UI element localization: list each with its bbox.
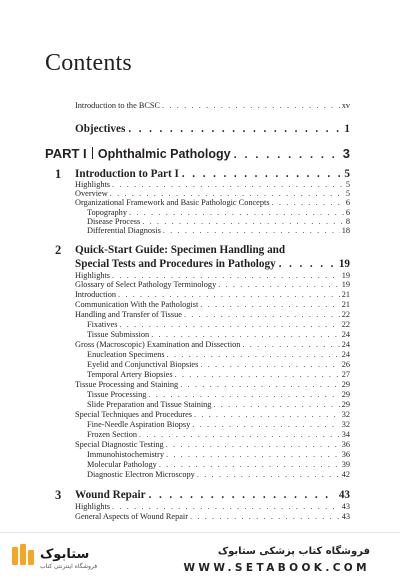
toc-entry-page: 42 [342,470,350,480]
toc-entry[interactable] [75,300,350,310]
toc-entry-objectives[interactable] [75,123,350,135]
dot-leader [194,410,340,420]
chapter-title: Introduction to Part I [75,168,179,180]
chapter-number: 1 [55,167,61,182]
dot-leader [167,350,340,360]
toc-entry-page: 32 [342,410,350,420]
toc-entry-page: 29 [342,400,350,410]
part-name: Ophthalmic Pathology [98,147,231,161]
dot-leader [213,400,339,410]
toc-entry-title: General Aspects of Wound Repair [75,512,188,522]
chapter-title-2[interactable] [75,258,350,270]
toc-entry-page: 36 [342,450,350,460]
toc-entry-page: 27 [342,370,350,380]
toc-entry[interactable] [75,310,350,320]
logo-subtext: فروشگاه اینترنتی کتاب [40,562,97,570]
chapter-title-1[interactable] [75,168,350,180]
dot-leader [148,390,339,400]
dot-leader [112,502,340,512]
dot-leader [234,149,340,161]
toc-entry-page: 18 [342,226,350,236]
toc-entry-title: Gross (Macroscopic) Examination and Dissection [75,340,240,350]
toc-entry-page: 29 [342,390,350,400]
dot-leader [175,370,340,380]
dot-leader [163,226,340,236]
chapter-page: 19 [339,258,350,270]
logo-text: ستابوک [40,547,89,562]
toc-entry-title: Frozen Section [87,430,137,440]
dot-leader [197,470,340,480]
toc-entry-title: Tissue Processing and Staining [75,380,178,390]
toc-entry-page: 5 [346,189,350,199]
dot-leader [119,320,339,330]
toc-subentry[interactable] [87,420,350,430]
chapter-page: 43 [339,489,350,501]
toc-entry-page: 39 [342,460,350,470]
toc-entry-page: 22 [342,320,350,330]
toc-entry-title: Organizational Framework and Basic Pathologic Concepts [75,198,270,208]
toc-entry-page: 5 [346,180,350,190]
toc-entry-title: Immunohistochemistry [87,450,164,460]
chapter-number: 3 [55,488,61,503]
toc-entry-title: Glossary of Select Pathology Terminology [75,280,216,290]
dot-leader [149,489,336,501]
toc-entry-title: Molecular Pathology [87,460,157,470]
toc-entry[interactable] [75,198,350,208]
setabook-logo [10,541,122,571]
toc-entry-page: 24 [342,330,350,340]
store-website[interactable]: WWW.SETABOOK.COM [183,562,370,574]
toc-entry-title: Fixatives [87,320,117,330]
toc-entry[interactable] [75,410,350,420]
toc-entry-title: Introduction [75,290,116,300]
toc-entry-page: 29 [342,380,350,390]
dot-leader [192,420,339,430]
toc-entry-page: 19 [342,271,350,281]
toc-entry[interactable] [75,280,350,290]
toc-entry-page: 43 [342,502,350,512]
toc-subentry[interactable] [87,370,350,380]
toc-entry-title: Overview [75,189,108,199]
dot-leader [272,198,344,208]
dot-leader [180,380,340,390]
dot-leader [151,330,340,340]
toc-entry-page: 43 [342,512,350,522]
toc-entry-title: Highlights [75,502,110,512]
toc-entry-title: Tissue Submission [87,330,149,340]
dot-leader [159,460,340,470]
dot-leader [166,450,340,460]
part-page: 3 [343,146,350,161]
dot-leader [162,101,340,111]
dot-leader [118,290,340,300]
dot-leader [218,280,339,290]
toc-entry-title: Tissue Processing [87,390,146,400]
toc-entry-page: 26 [342,360,350,370]
toc-entry-page: xv [342,101,350,111]
toc-entry-title: Communication With the Pathologist [75,300,198,310]
toc-entry-page: 8 [346,217,350,227]
toc-entry-intro[interactable] [75,101,350,111]
toc-entry-title: Disease Process [87,217,140,227]
part-label: PART I [45,146,87,161]
toc-entry-title: Special Diagnostic Testing [75,440,164,450]
toc-entry-title: Special Techniques and Procedures [75,410,192,420]
toc-entry-title: Fine-Needle Aspiration Biopsy [87,420,190,430]
toc-entry-title: Differential Diagnosis [87,226,161,236]
toc-subentry[interactable] [87,460,350,470]
toc-entry-title: Temporal Artery Biopsies [87,370,173,380]
chapter-number: 2 [55,243,61,258]
toc-entry-title: Topography [87,208,127,218]
toc-entry-title: Highlights [75,271,110,281]
dot-leader [200,360,339,370]
toc-entry[interactable] [75,340,350,350]
toc-entry-title: Eyelid and Conjunctival Biopsies [87,360,198,370]
toc-entry-page: 22 [342,310,350,320]
dot-leader [128,123,341,135]
toc-entry-page: 24 [342,340,350,350]
chapter-title-2-line1[interactable]: Quick-Start Guide: Specimen Handling and [75,244,285,256]
store-banner [0,532,400,579]
toc-subentry[interactable] [87,330,350,340]
chapter-page: 5 [344,168,350,180]
chapter-title-3[interactable] [75,489,350,501]
toc-entry[interactable] [75,380,350,390]
dot-leader [242,340,339,350]
toc-entry-title: Objectives [75,123,125,135]
toc-subentry[interactable] [87,360,350,370]
toc-subentry[interactable] [87,430,350,440]
toc-subentry[interactable] [87,470,350,480]
toc-entry-page: 19 [342,280,350,290]
dot-leader [166,440,340,450]
toc-subentry[interactable] [87,350,350,360]
toc-subentry[interactable] [87,400,350,410]
toc-entry-page: 24 [342,350,350,360]
dot-leader [190,512,340,522]
toc-entry-page: 34 [342,430,350,440]
toc-subentry[interactable] [87,390,350,400]
toc-entry-page: 21 [342,290,350,300]
toc-entry-title: Handling and Transfer of Tissue [75,310,182,320]
toc-entry[interactable] [75,512,350,522]
chapter-title: Wound Repair [75,489,146,501]
toc-subentry[interactable] [87,320,350,330]
toc-entry-title: Introduction to the BCSC [75,101,160,111]
dot-leader [279,258,336,270]
dot-leader [139,430,340,440]
dot-leader [184,310,340,320]
toc-entry-page: 6 [346,208,350,218]
toc-subentry[interactable] [87,226,350,236]
toc-entry-title: Diagnostic Electron Microscopy [87,470,195,480]
toc-entry-title: Enucleation Specimens [87,350,165,360]
toc-entry[interactable] [75,440,350,450]
chapter-title: Special Tests and Procedures in Pathology [75,258,276,270]
toc-entry[interactable] [75,502,350,512]
toc-entry-title: Slide Preparation and Tissue Staining [87,400,211,410]
toc-entry-page: 1 [344,123,350,135]
toc-entry-page: 6 [346,198,350,208]
page-title: Contents [45,50,132,77]
toc-part-heading[interactable] [45,146,350,161]
store-name: فروشگاه کتاب پزشکی ستابوک [218,546,370,557]
dot-leader [200,300,339,310]
toc-entry[interactable] [75,290,350,300]
toc-entry-page: 21 [342,300,350,310]
toc-subentry[interactable] [87,450,350,460]
dot-leader [182,168,342,180]
toc-entry-title: Highlights [75,180,110,190]
toc-entry-page: 32 [342,420,350,430]
toc-entry-page: 36 [342,440,350,450]
